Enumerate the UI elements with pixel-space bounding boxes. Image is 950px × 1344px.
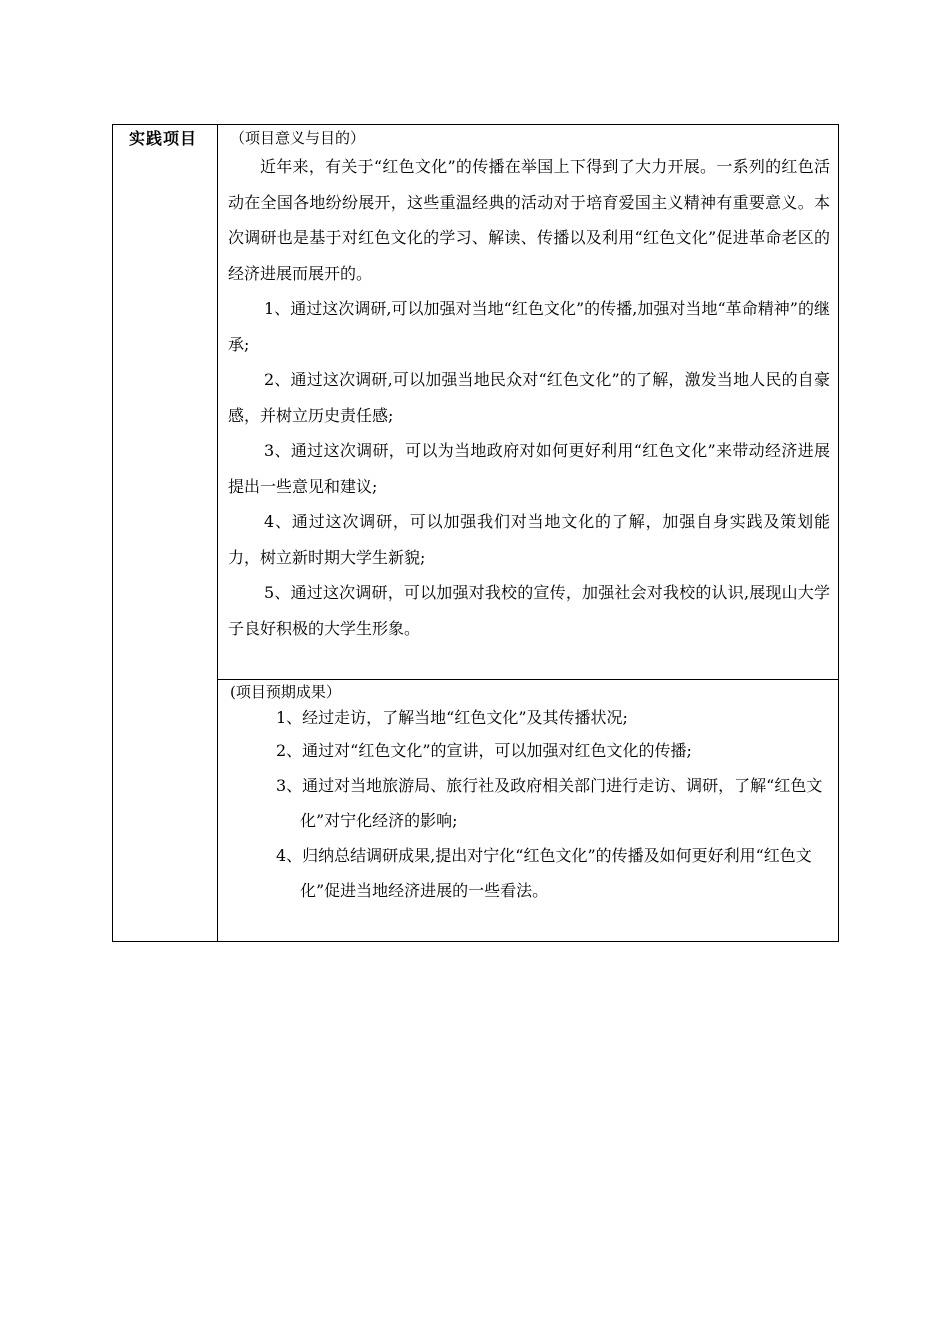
purpose-item: 1、通过这次调研,可以加强对当地“红色文化”的传播,加强对当地“革命精神”的继承; [228, 299, 830, 354]
purpose-item: 3、通过这次调研，可以为当地政府对如何更好利用“红色文化”来带动经济进展提出一些意见和建议; [228, 441, 830, 496]
result-item: 2、通过对“红色文化”的宣讲，可以加强对红色文化的传播; [276, 741, 692, 760]
result-item: 3、通过对当地旅游局、旅行社及政府相关部门进行走访、调研，了解“红色文化”对宁化经济的影响; [276, 776, 823, 830]
expected-results-section [218, 680, 838, 939]
purpose-item: 4、通过这次调研，可以加强我们对当地文化的了解，加强自身实践及策划能力，树立新时期大学生新貌; [228, 512, 830, 567]
practice-project-table [112, 124, 839, 942]
section-heading: （项目意义与目的） [230, 129, 366, 147]
row-label: 实践项目 [129, 129, 198, 148]
project-purpose-section [218, 125, 838, 680]
table-row [113, 125, 839, 942]
purpose-item: 5、通过这次调研，可以加强对我校的宣传，加强社会对我校的认识,展现山大学子良好积极的大学生形象。 [228, 583, 830, 638]
section-heading: (项目预期成果） [230, 683, 341, 701]
purpose-item: 2、通过这次调研,可以加强当地民众对“红色文化”的了解，激发当地人民的自豪感，并树立历史责任感; [228, 370, 830, 425]
label-cell [113, 125, 218, 942]
content-cell [218, 125, 839, 942]
intro-paragraph: 近年来，有关于“红色文化”的传播在举国上下得到了大力开展。一系列的红色活动在全国各地纷纷展开，这些重温经典的活动对于培育爱国主义精神有重要意义。本次调研也是基于对红色文化的学习、解读、传播以及利用“红色文化”促进革命老区的经济进展而展开的。 [228, 157, 830, 283]
result-item: 1、经过走访，了解当地“红色文化”及其传播状况; [276, 708, 628, 727]
result-item: 4、归纳总结调研成果,提出对宁化“红色文化”的传播及如何更好利用“红色文化”促进当地经济进展的一些看法。 [276, 846, 812, 900]
